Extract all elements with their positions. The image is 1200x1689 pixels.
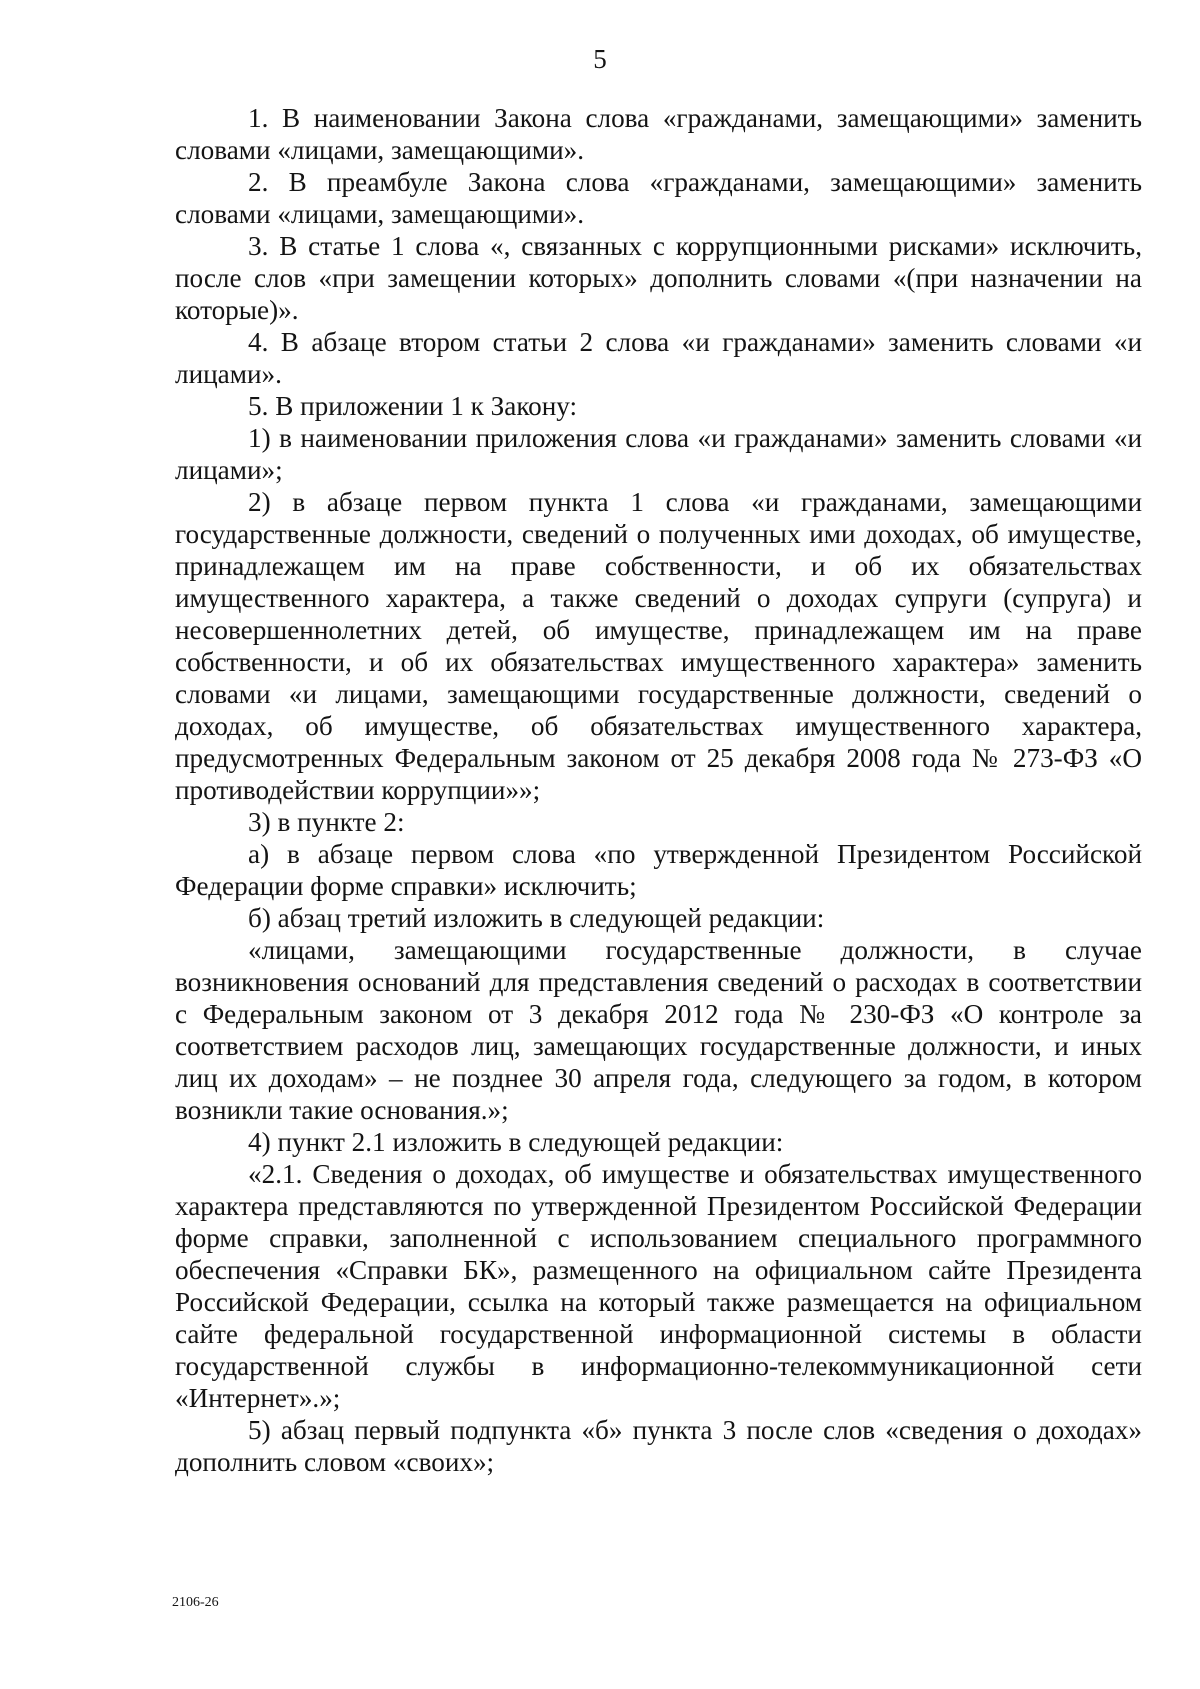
paragraph-3: 3. В статье 1 слова «, связанных с коррупционными рисками» исключить, после слов «при замещении которых» дополнить словами «(при назначении на которые)». [175, 231, 1142, 325]
paragraph-2: 2. В преамбуле Закона слова «гражданами, замещающими» заменить словами «лицами, замещающими». [175, 167, 1142, 229]
document-code: 2106-26 [172, 1595, 219, 1610]
subitem-5-5: 5) абзац первый подпункта «б» пункта 3 после слов «сведения о доходах» дополнить словом «своих»; [175, 1415, 1142, 1477]
paragraph-1: 1. В наименовании Закона слова «гражданами, замещающими» заменить словами «лицами, замещающими». [175, 103, 1142, 165]
subitem-5-3-a: а) в абзаце первом слова «по утвержденной Президентом Российской Федерации форме справки» исключить; [175, 839, 1142, 901]
subitem-5-3: 3) в пункте 2: [248, 807, 405, 837]
document-body [175, 102, 1142, 1478]
subitem-5-4: 4) пункт 2.1 изложить в следующей редакции: [248, 1127, 784, 1157]
paragraph-4: 4. В абзаце втором статьи 2 слова «и гражданами» заменить словами «и лицами». [175, 327, 1142, 389]
subitem-5-3-b: б) абзац третий изложить в следующей редакции: [248, 903, 825, 933]
page-number: 5 [593, 44, 607, 74]
subitem-5-1: 1) в наименовании приложения слова «и гражданами» заменить словами «и лицами»; [175, 423, 1142, 485]
subitem-5-4-text: «2.1. Сведения о доходах, об имуществе и обязательствах имущественного характера представляются по утвержденной Президентом Российской Федерации форме справки, заполненной с использованием специального программного обеспечения «Справки БК», размещенного на официальном сайте Президента Российской Федерации, ссылка на который также размещается на официальном сайте федеральной государственной информационной системы в области государственной службы в информационно-телекоммуникационной сети «Интернет».»; [175, 1159, 1142, 1413]
subitem-5-2: 2) в абзаце первом пункта 1 слова «и гражданами, замещающими государственные должности, сведений о полученных ими доходах, об имуществе, принадлежащем им на праве собственности, и об их обязательствах имущественного характера, а также сведений о доходах супруги (супруга) и несовершеннолетних детей, об имуществе, принадлежащем им на праве собственности, и об их обязательствах имущественного характера» заменить словами «и лицами, замещающими государственные должности, сведений о доходах, об имуществе, об обязательствах имущественного характера, предусмотренных Федеральным законом от 25 декабря 2008 года № 273-ФЗ «О противодействии коррупции»»; [175, 487, 1142, 805]
subitem-5-3-b-text: «лицами, замещающими государственные должности, в случае возникновения оснований для представления сведений о расходах в соответствии с Федеральным законом от 3 декабря 2012 года № 230-ФЗ «О контроле за соответствием расходов лиц, замещающих государственные должности, и иных лиц их доходам» – не позднее 30 апреля года, следующего за годом, в котором возникли такие основания.»; [175, 935, 1142, 1125]
paragraph-5: 5. В приложении 1 к Закону: [248, 391, 578, 421]
